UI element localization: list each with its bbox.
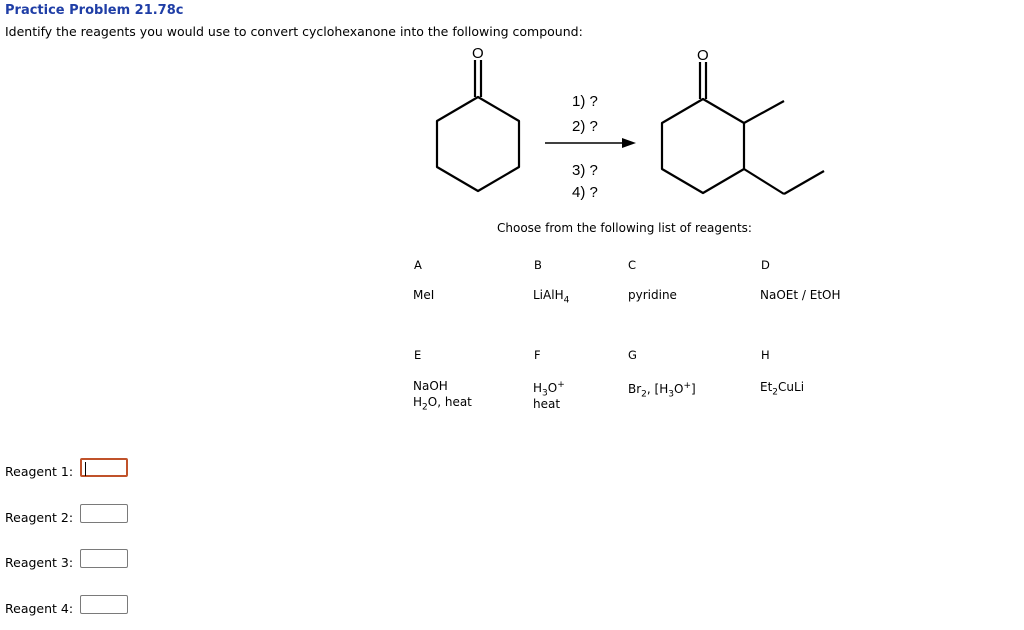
ethyl-bond	[744, 169, 784, 194]
methyl-bond	[744, 101, 784, 123]
oxygen-label: O	[472, 45, 484, 62]
option-b-value: LiAlH$_4$	[533, 288, 570, 306]
option-letter-g: G	[628, 348, 637, 362]
option-letter-a: A	[414, 258, 422, 272]
reagent-2-label: Reagent 2:	[5, 510, 74, 525]
option-letter-c: C	[628, 258, 637, 272]
option-letter-e: E	[414, 348, 422, 362]
step-2: 2) ?	[572, 118, 598, 135]
arrowhead	[622, 138, 636, 148]
option-letter-f: F	[534, 348, 541, 362]
reagent-4-label: Reagent 4:	[5, 601, 74, 616]
option-f-value: $H_3O^+$ heat	[533, 380, 565, 411]
question-prompt: Identify the reagents you would use to convert cyclohexanone into the following compound:	[5, 24, 583, 39]
reagent-1-input[interactable]	[80, 458, 128, 477]
choices-heading: Choose from the following list of reagents:	[497, 221, 752, 235]
step-4: 4) ?	[572, 184, 598, 201]
option-h-value: $Et_2CuLi$	[760, 380, 805, 398]
reagent-3-input[interactable]	[80, 549, 128, 568]
reagent-4-input[interactable]	[80, 595, 128, 614]
step-1: 1) ?	[572, 93, 598, 110]
option-d-value: NaOEt / EtOH	[760, 288, 841, 302]
option-letter-d: D	[761, 258, 770, 272]
option-letter-h: H	[761, 348, 770, 362]
option-g-value: $Br_2$, $[H_3O^+]$	[628, 381, 696, 400]
step-3: 3) ?	[572, 162, 598, 179]
reagent-1-label: Reagent 1:	[5, 464, 74, 479]
cyclohexanone-ring	[437, 97, 519, 191]
option-letter-b: B	[534, 258, 542, 272]
reagent-2-input[interactable]	[80, 504, 128, 523]
option-a-value: MeI	[413, 288, 435, 302]
text-caret	[85, 462, 86, 476]
product-ring	[662, 99, 744, 193]
reagent-3-label: Reagent 3:	[5, 555, 74, 570]
option-e-value: NaOH $H_2O$, heat	[413, 379, 472, 413]
option-c-value: pyridine	[628, 288, 677, 302]
oxygen-label: O	[697, 47, 709, 64]
ethyl-bond	[784, 171, 824, 194]
page-title: Practice Problem 21.78c	[5, 3, 184, 18]
